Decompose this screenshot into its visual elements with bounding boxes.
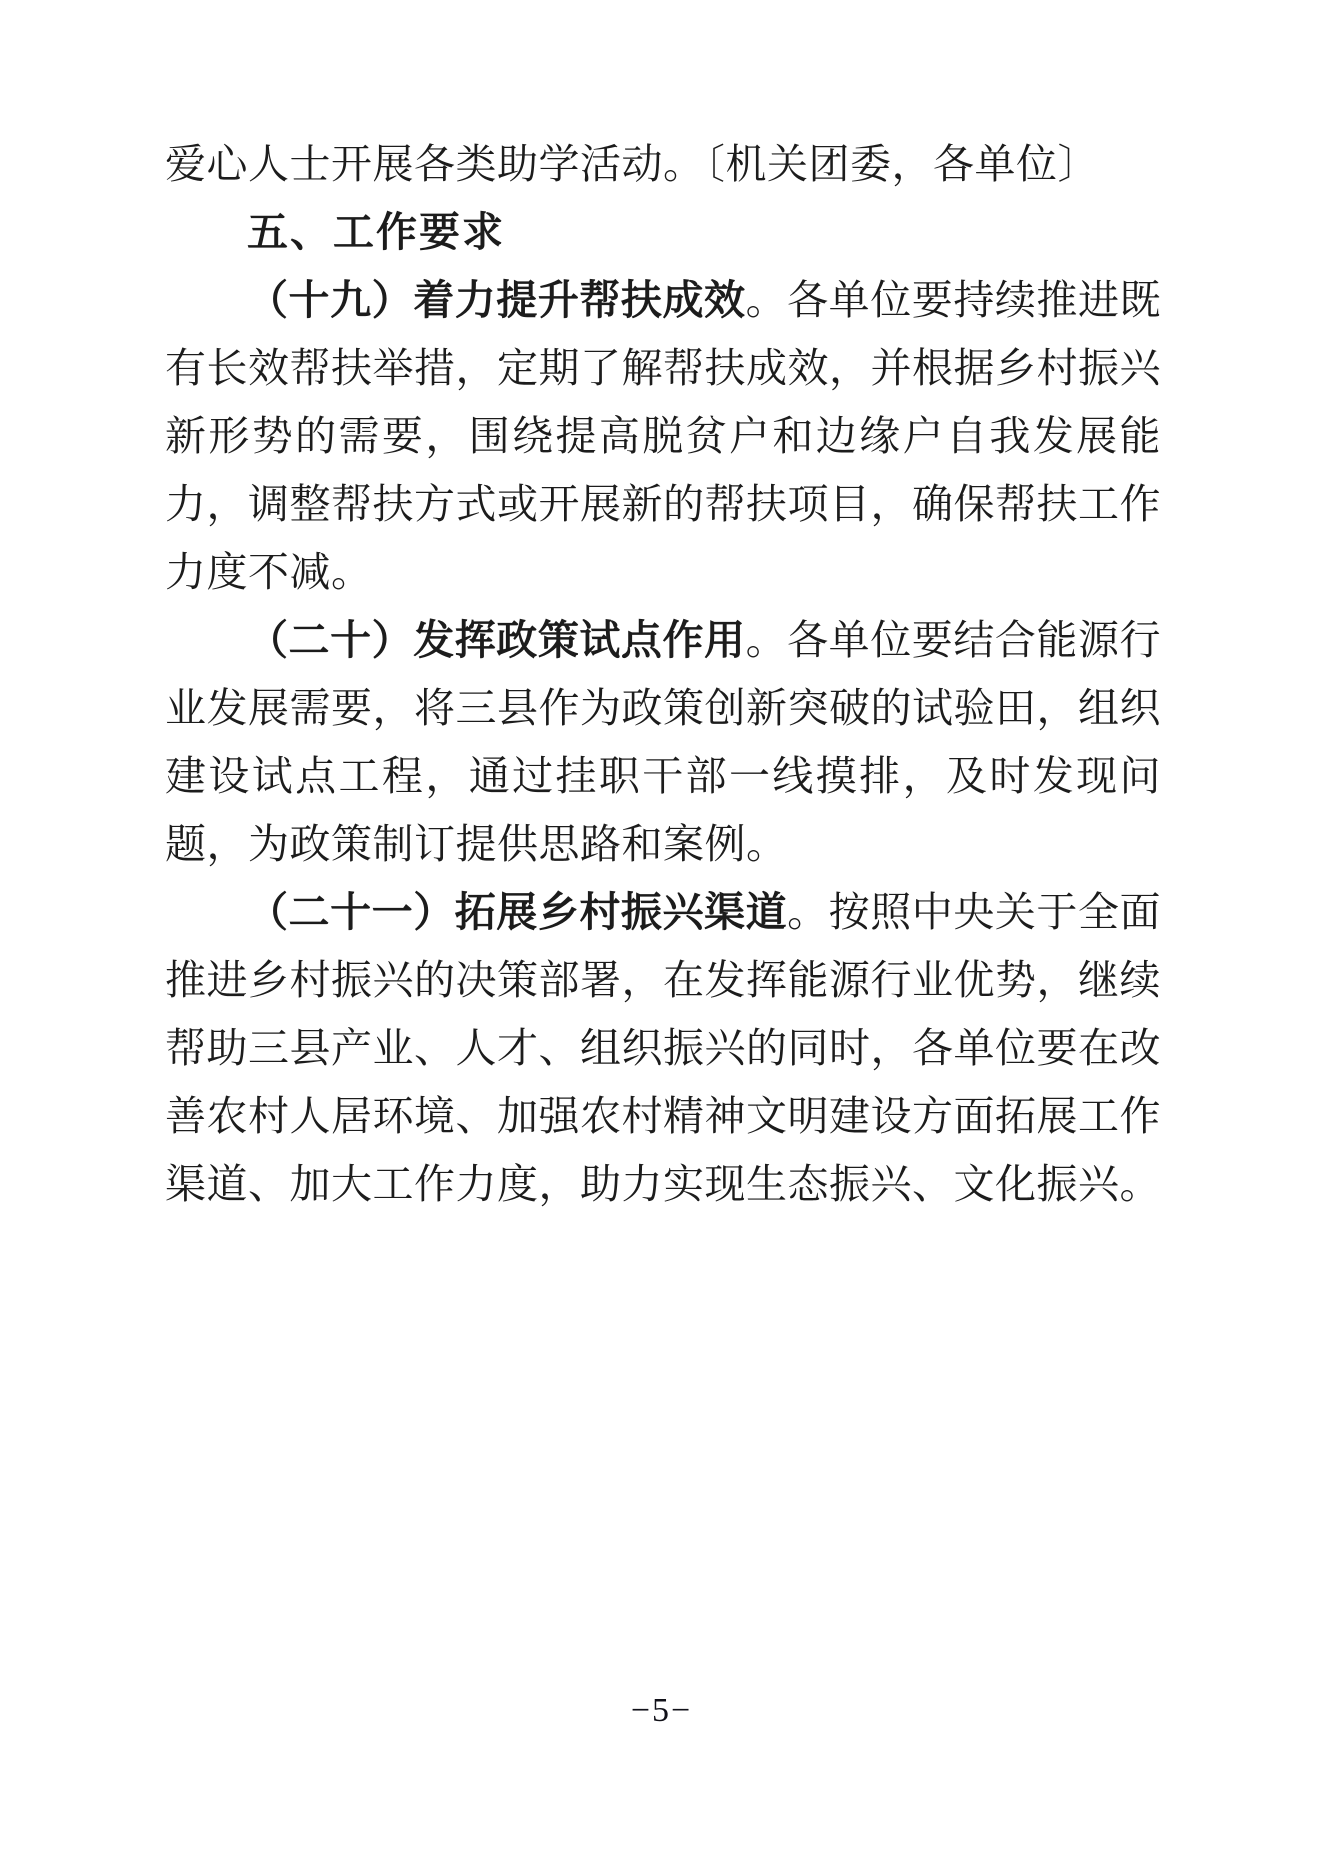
page-number: −5−	[630, 1692, 693, 1729]
paragraph-19-body: 。各单位要持续推进既有长效帮扶举措，定期了解帮扶成效，并根据乡村振兴新形势的需要，围绕提高脱贫户和边缘户自我发展能力，调整帮扶方式或开展新的帮扶项目，确保帮扶工作力度不减。	[165, 277, 1162, 595]
paragraph-21	[165, 878, 1161, 1218]
paragraph-21-lead: （二十一）拓展乡村振兴渠道	[247, 889, 788, 935]
paragraph-21-body: 。按照中央关于全面推进乡村振兴的决策部署，在发挥能源行业优势，继续帮助三县产业、人才、组织振兴的同时，各单位要在改善农村人居环境、加强农村精神文明建设方面拓展工作渠道、加大工作力度，助力实现生态振兴、文化振兴。	[165, 889, 1162, 1207]
paragraph-20-body: 。各单位要结合能源行业发展需要，将三县作为政策创新突破的试验田，组织建设试点工程，通过挂职干部一线摸排，及时发现问题，为政策制订提供思路和案例。	[165, 617, 1162, 867]
document-body	[165, 130, 1161, 1218]
paragraph-20	[165, 606, 1161, 878]
paragraph-19-lead: （十九）着力提升帮扶成效	[247, 277, 746, 323]
paragraph-20-lead: （二十）发挥政策试点作用	[247, 617, 746, 663]
section-heading: 五、工作要求	[247, 209, 505, 255]
paragraph-19	[165, 266, 1161, 606]
continuation-line: 爱心人士开展各类助学活动。〔机关团委，各单位〕	[165, 141, 1099, 187]
